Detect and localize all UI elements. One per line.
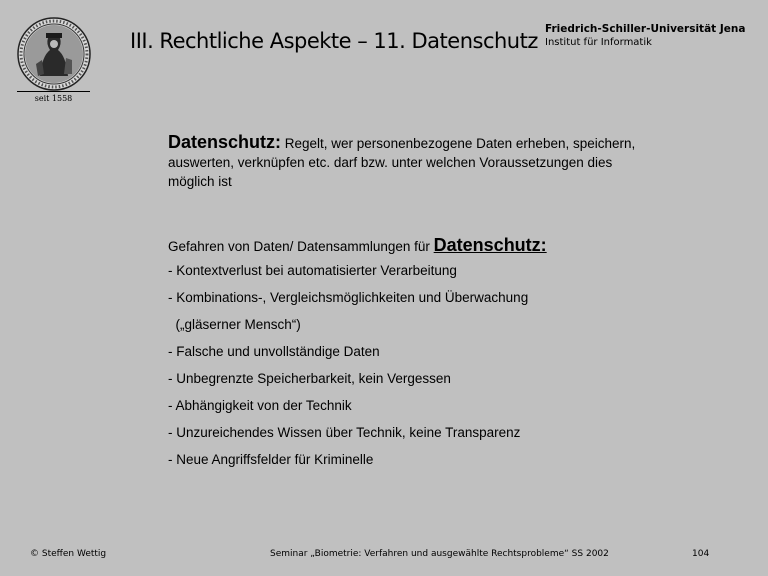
footer-author: © Steffen Wettig — [30, 549, 107, 559]
list-item: - Unzureichendes Wissen über Technik, keine Transparenz — [168, 425, 521, 440]
slide-title: III. Rechtliche Aspekte – 11. Datenschutz — [130, 29, 538, 53]
dangers-list — [168, 263, 638, 479]
university-seal-icon — [16, 16, 92, 92]
university-name: Friedrich-Schiller-Universität Jena — [545, 23, 746, 35]
list-item: - Abhängigkeit von der Technik — [168, 398, 352, 413]
seal-caption: seit 1558 — [34, 94, 73, 103]
dangers-intro: Gefahren von Daten/ Datensammlungen für — [168, 239, 434, 254]
list-item: - Neue Angriffsfelder für Kriminelle — [168, 452, 374, 467]
dangers-heading — [168, 235, 638, 257]
list-item: - Falsche und unvollständige Daten — [168, 344, 380, 359]
list-item: - Unbegrenzte Speicherbarkeit, kein Vergessen — [168, 371, 451, 386]
page-number: 104 — [692, 549, 710, 559]
definition-paragraph — [168, 133, 638, 191]
definition-term: Datenschutz: — [168, 132, 282, 152]
seal-divider — [17, 91, 90, 92]
definition-text: Regelt, wer personenbezogene Daten erheben, speichern, auswerten, verknüpfen etc. darf bzw. unter welchen Voraussetzungen dies möglich ist — [168, 136, 636, 189]
institute-name: Institut für Informatik — [545, 37, 652, 48]
dangers-heading-emph: Datenschutz: — [433, 235, 547, 255]
list-item: („gläserner Mensch“) — [168, 317, 301, 332]
list-item: - Kontextverlust bei automatisierter Verarbeitung — [168, 263, 457, 278]
footer-seminar: Seminar „Biometrie: Verfahren und ausgewählte Rechtsprobleme“ SS 2002 — [270, 549, 609, 559]
slide-content — [168, 133, 638, 479]
list-item: - Kombinations-, Vergleichsmöglichkeiten und Überwachung — [168, 290, 529, 305]
